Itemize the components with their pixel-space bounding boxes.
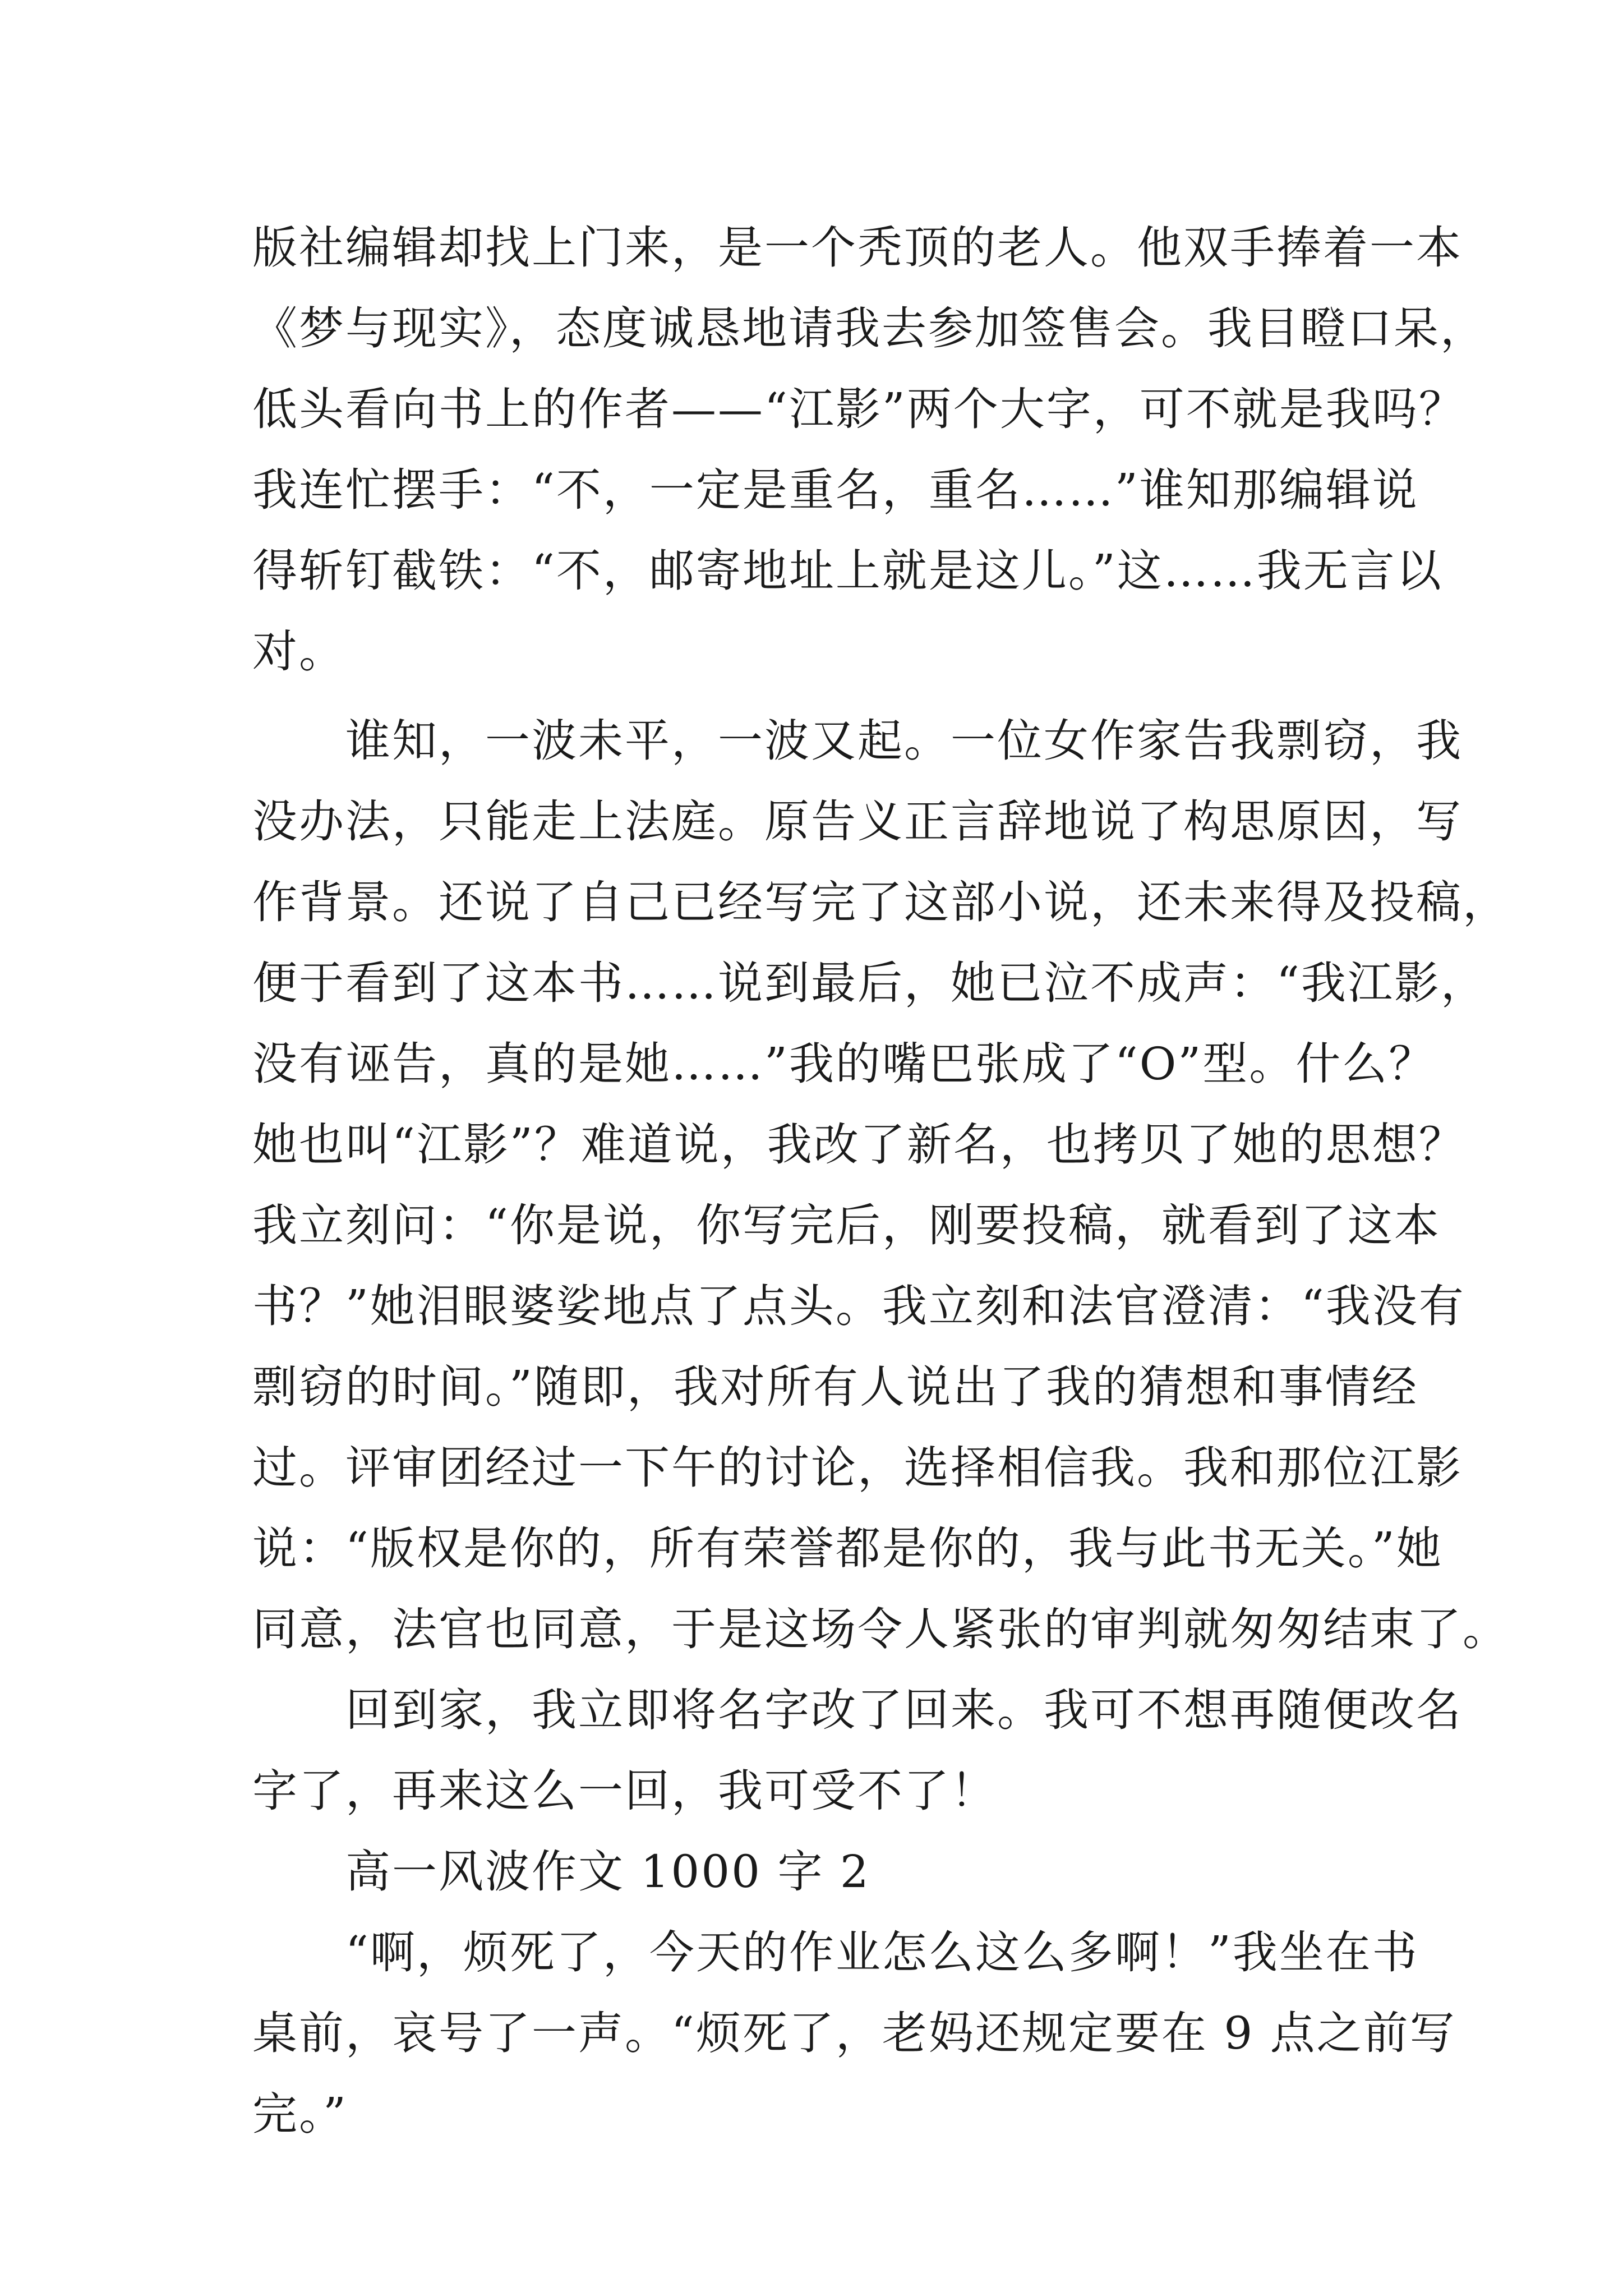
text-line: 书？”她泪眼婆娑地点了点头。我立刻和法官澄清：“我没有 xyxy=(252,1280,1465,1332)
text-line: 字了，再来这么一回，我可受不了！ xyxy=(252,1765,997,1817)
text-line: 完。” xyxy=(252,2088,348,2140)
text-line: 得斩钉截铁：“不，邮寄地址上就是这儿。”这……我无言以 xyxy=(252,545,1443,597)
text-line: 剽窃的时间。”随即，我对所有人说出了我的猜想和事情经 xyxy=(252,1361,1418,1413)
section-heading: 高一风波作文 1000 字 2 xyxy=(252,1846,870,1898)
text-line: 同意，法官也同意，于是这场令人紧张的审判就匆匆结束了。 xyxy=(252,1603,1509,1655)
text-line: 我立刻问：“你是说，你写完后，刚要投稿，就看到了这本 xyxy=(252,1199,1441,1251)
text-line: 《梦与现实》，态度诚恳地请我去参加签售会。我目瞪口呆， xyxy=(252,302,1487,355)
paragraph-gap xyxy=(252,692,1385,701)
text-line: 谁知，一波未平，一波又起。一位女作家告我剽窃，我 xyxy=(252,715,1463,767)
text-line: 版社编辑却找上门来，是一个秃顶的老人。他双手捧着一本 xyxy=(252,222,1463,274)
text-line: 作背景。还说了自己已经写完了这部小说，还未来得及投稿， xyxy=(252,876,1509,928)
text-line: 我连忙摆手：“不，一定是重名，重名……”谁知那编辑说 xyxy=(252,464,1419,516)
text-line: 便于看到了这本书……说到最后，她已泣不成声：“我江影， xyxy=(252,957,1487,1009)
text-line: 她也叫“江影”？难道说，我改了新名，也拷贝了她的思想？ xyxy=(252,1119,1465,1171)
text-line: 没办法，只能走上法庭。原告义正言辞地说了构思原因，写 xyxy=(252,795,1463,848)
document-body xyxy=(252,208,1509,2155)
text-line: 说：“版权是你的，所有荣誉都是你的，我与此书无关。”她 xyxy=(252,1522,1443,1575)
text-line: 过。评审团经过一下午的讨论，选择相信我。我和那位江影 xyxy=(252,1442,1463,1494)
text-line: 对。 xyxy=(252,625,345,678)
text-line: 回到家，我立即将名字改了回来。我可不想再随便改名 xyxy=(252,1684,1463,1736)
text-line: 低头看向书上的作者——“江影”两个大字，可不就是我吗？ xyxy=(252,383,1465,435)
text-line: “啊，烦死了，今天的作业怎么这么多啊！”我坐在书 xyxy=(252,1926,1419,1978)
text-line: 没有诬告，真的是她……”我的嘴巴张成了“O”型。什么？ xyxy=(252,1038,1436,1090)
text-line: 桌前，哀号了一声。“烦死了，老妈还规定要在 9 点之前写 xyxy=(252,2007,1456,2059)
